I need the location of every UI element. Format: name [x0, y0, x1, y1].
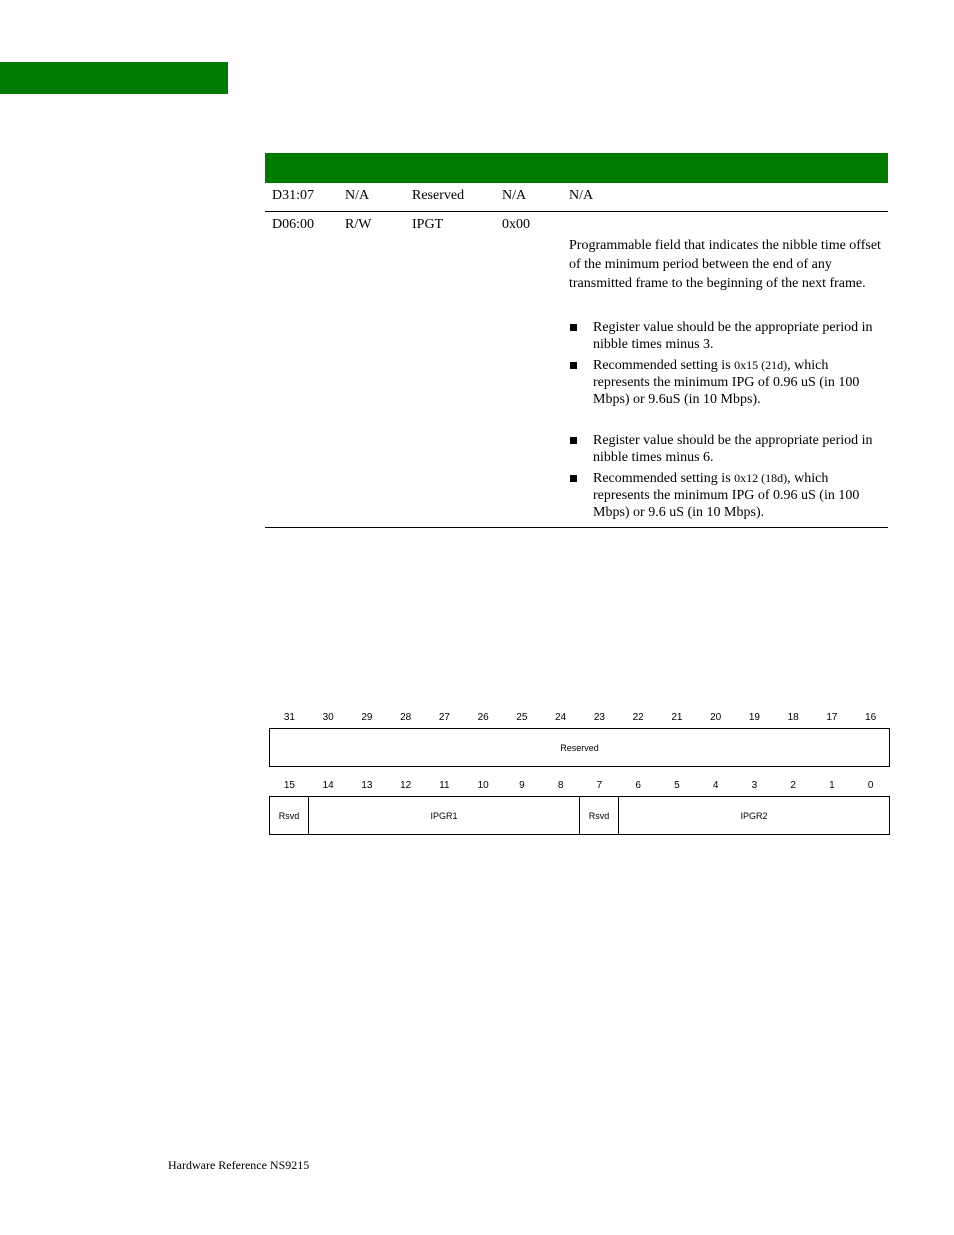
bit-number: 3 — [751, 780, 758, 791]
bullet-code: 0x15 (21d) — [734, 358, 788, 372]
bit-number: 20 — [710, 712, 722, 723]
bit-number: 14 — [322, 780, 334, 791]
bit-number: 21 — [671, 712, 683, 723]
table-row — [265, 183, 888, 212]
ipgt-description: Programmable field that indicates the nibble time offset of the minimum period between the end of any transmitted frame to the beginning of the next frame. — [569, 238, 881, 291]
bit-number: 5 — [674, 780, 680, 791]
bit-number: 7 — [596, 780, 603, 791]
description-cell: N/A — [569, 188, 594, 203]
bitfield-row-lower — [269, 796, 890, 835]
bit-number: 22 — [632, 712, 644, 723]
bit-number: 31 — [283, 712, 295, 723]
bitfield-ipgr1: IPGR1 — [309, 797, 580, 834]
bullet-text: , which represents the minimum IPG of 0.96 uS (in 100 Mbps) or 9.6uS (in 10 Mbps). — [593, 358, 860, 407]
bullet-square-icon — [570, 362, 577, 369]
list-item — [569, 432, 884, 466]
bit-number: 26 — [477, 712, 489, 723]
bullet-list-group2 — [569, 432, 884, 525]
bit-number: 8 — [557, 780, 564, 791]
bit-number: 15 — [283, 780, 295, 791]
bit-number: 28 — [400, 712, 412, 723]
table-row — [265, 212, 888, 528]
access-cell: R/W — [345, 217, 372, 232]
bit-number: 25 — [516, 712, 528, 723]
bit-number: 17 — [826, 712, 838, 723]
bullet-text: Register value should be the appropriate period in nibble times minus 6. — [593, 433, 873, 465]
bitfield-row-upper — [269, 728, 890, 767]
bullet-square-icon — [570, 475, 577, 482]
bitfield-ipgr2: IPGR2 — [740, 810, 768, 821]
list-item — [569, 357, 884, 408]
bit-number: 9 — [519, 780, 525, 791]
access-cell: N/A — [345, 188, 370, 203]
bit-number: 18 — [787, 712, 799, 723]
register-field-table — [265, 153, 888, 528]
page-footer: Hardware Reference NS9215 — [168, 1158, 310, 1172]
bit-number: 23 — [593, 712, 605, 723]
bit-number: 11 — [439, 780, 450, 791]
mnemonic-cell: Reserved — [412, 188, 465, 203]
bit-number: 0 — [867, 780, 874, 791]
bit-number: 4 — [712, 780, 719, 791]
bit-number: 29 — [361, 712, 373, 723]
reset-cell: 0x00 — [502, 217, 530, 232]
bit-number: 30 — [322, 712, 334, 723]
bit-number: 12 — [400, 780, 412, 791]
bullet-square-icon — [570, 437, 577, 444]
bit-number: 2 — [790, 780, 796, 791]
bitfield-rsvd: Rsvd — [270, 797, 309, 834]
list-item — [569, 470, 884, 521]
list-item — [569, 319, 884, 353]
reset-cell: N/A — [502, 188, 527, 203]
bitfield-rsvd: Rsvd — [580, 797, 619, 834]
bit-number: 13 — [361, 780, 373, 791]
bullet-list-group1 — [569, 319, 884, 412]
bullet-text: Recommended setting is — [593, 471, 735, 486]
bit-number: 27 — [438, 712, 450, 723]
bit-number: 10 — [477, 780, 489, 791]
bullet-text: , which represents the minimum IPG of 0.96 uS (in 100 Mbps) or 9.6 uS (in 10 Mbps). — [593, 471, 860, 520]
mnemonic-cell: IPGT — [412, 217, 444, 232]
bit-number: 1 — [829, 780, 835, 791]
bullet-text: Recommended setting is — [593, 358, 735, 373]
table-header-bar — [265, 153, 888, 183]
bits-cell: D31:07 — [272, 188, 314, 203]
bullet-square-icon — [570, 324, 577, 331]
bit-number: 24 — [555, 712, 567, 723]
bit-number: 16 — [865, 712, 877, 723]
bullet-text: Register value should be the appropriate period in nibble times minus 3. — [593, 320, 873, 352]
bit-number: 6 — [635, 780, 641, 791]
bitfield-reserved: Reserved — [560, 742, 599, 753]
bullet-code: 0x12 (18d) — [734, 471, 788, 485]
bits-cell: D06:00 — [272, 217, 314, 232]
chapter-tab-bar — [0, 62, 228, 94]
bit-numbers-lower — [270, 780, 890, 794]
bit-number: 19 — [748, 712, 760, 723]
bit-numbers-upper — [270, 712, 890, 726]
